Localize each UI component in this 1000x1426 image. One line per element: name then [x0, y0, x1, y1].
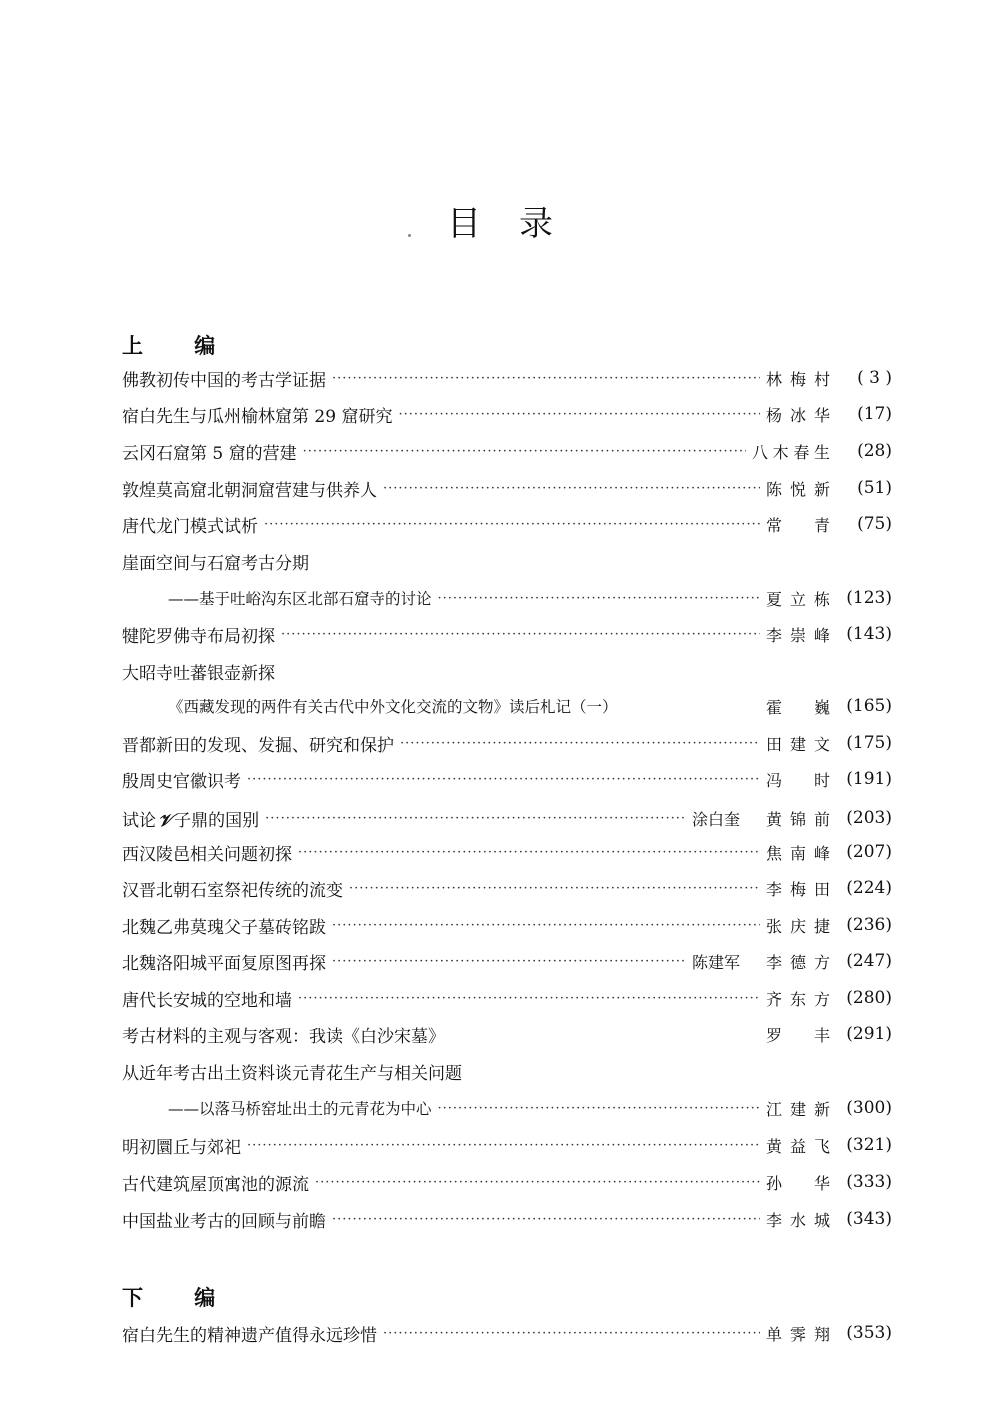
entry-title: [122, 806, 259, 831]
toc-entry[interactable]: [122, 1205, 892, 1233]
entry-title: 中国盐业考古的回顾与前瞻: [122, 1211, 326, 1232]
entry-author: 冯 时: [766, 770, 830, 790]
toc-entry[interactable]: [122, 729, 892, 757]
entry-title: 北魏乙弗莫瑰父子墓砖铭跋: [122, 917, 326, 938]
entry-page: (224): [846, 878, 892, 898]
entry-page: (123): [846, 588, 892, 608]
entry-page: (291): [846, 1024, 892, 1044]
entry-title: 北魏洛阳城平面复原图再探: [122, 953, 326, 974]
entry-coauthor: 陈建军: [691, 952, 740, 972]
entry-page: (300): [846, 1098, 892, 1118]
entry-author: 常 青: [766, 515, 830, 535]
entry-author: 李德方: [766, 952, 830, 972]
dot-leader: [332, 918, 760, 933]
entry-title: 从近年考古出土资料谈元青花生产与相关问题: [122, 1063, 462, 1084]
entry-coauthor: 涂白奎: [691, 809, 740, 829]
toc-entry-heading[interactable]: [122, 1057, 892, 1085]
toc-entry[interactable]: [122, 620, 892, 648]
dot-leader: [349, 881, 760, 896]
dot-leader: [315, 1175, 760, 1190]
toc-entry[interactable]: [122, 1319, 892, 1347]
entry-page: (28): [857, 441, 892, 461]
entry-author: 陈悦新: [766, 479, 830, 499]
entry-title: 宿白先生与瓜州榆林窟第 29 窟研究: [122, 406, 393, 427]
dot-leader: [298, 991, 760, 1006]
entry-author: 焦南峰: [766, 843, 830, 863]
entry-title: 唐代龙门模式试析: [122, 516, 258, 537]
entry-page: (191): [846, 769, 892, 789]
entry-title: 西汉陵邑相关问题初探: [122, 844, 292, 865]
page-title: 目录: [447, 204, 591, 244]
toc-entry[interactable]: [122, 804, 892, 832]
entry-page: (75): [857, 514, 892, 534]
dot-leader: [264, 517, 760, 532]
dot-leader: [400, 736, 760, 751]
dot-leader: [438, 1101, 760, 1116]
entry-title: 汉晋北朝石室祭祀传统的流变: [122, 880, 343, 901]
dot-leader: [332, 371, 760, 386]
toc-entry[interactable]: [122, 874, 892, 902]
entry-subtitle: ——基于吐峪沟东区北部石窟寺的讨论: [168, 590, 432, 608]
toc-entry-heading[interactable]: [122, 657, 892, 685]
stray-dot: [408, 234, 411, 237]
entry-author: 黄锦前: [766, 809, 830, 829]
entry-author: 霍 巍: [766, 697, 830, 717]
entry-title-suffix: 子鼎的国别: [174, 810, 260, 831]
entry-page: (353): [846, 1323, 892, 1343]
entry-author: 李梅田: [766, 879, 830, 899]
entry-title: 大昭寺吐蕃银壶新探: [122, 663, 275, 684]
toc-entry[interactable]: [122, 838, 892, 866]
entry-author: 黄益飞: [766, 1136, 830, 1156]
toc-entry[interactable]: [122, 1094, 892, 1122]
entry-page: (321): [846, 1135, 892, 1155]
dot-leader: [303, 444, 746, 459]
entry-author: 张庆捷: [766, 916, 830, 936]
entry-author: 单霁翔: [766, 1324, 830, 1344]
ancient-character-glyph: 𝒱: [158, 810, 173, 831]
toc-entry[interactable]: [122, 474, 892, 502]
toc-entry[interactable]: [122, 692, 892, 720]
entry-title: 明初圜丘与郊祀: [122, 1137, 241, 1158]
entry-author: 杨冰华: [766, 405, 830, 425]
entry-author: 田建文: [766, 734, 830, 754]
entry-title: 崖面空间与石窟考古分期: [122, 553, 309, 574]
entry-page: (175): [846, 733, 892, 753]
toc-entry[interactable]: [122, 1020, 892, 1048]
toc-entry[interactable]: [122, 437, 892, 465]
entry-page: (343): [846, 1209, 892, 1229]
entry-author: 罗 丰: [766, 1025, 830, 1045]
toc-entry[interactable]: [122, 400, 892, 428]
entry-subtitle: ——以落马桥窑址出土的元青花为中心: [168, 1100, 432, 1118]
entry-title: 古代建筑屋顶寓池的源流: [122, 1174, 309, 1195]
toc-entry[interactable]: [122, 984, 892, 1012]
entry-page: (203): [846, 808, 892, 828]
toc-entry[interactable]: [122, 1168, 892, 1196]
entry-title: 云冈石窟第 5 窟的营建: [122, 443, 297, 464]
entry-title: 晋都新田的发现、发掘、研究和保护: [122, 735, 394, 756]
dot-leader: [398, 407, 760, 422]
entry-author: 夏立栋: [766, 589, 830, 609]
dot-leader: [298, 845, 760, 860]
toc-entry[interactable]: [122, 765, 892, 793]
entry-title: 敦煌莫高窟北朝洞窟营建与供养人: [122, 480, 377, 501]
toc-entry[interactable]: [122, 364, 892, 392]
dot-leader: [281, 627, 760, 642]
dot-leader: [438, 591, 760, 606]
entry-page: (17): [857, 404, 892, 424]
toc-entry[interactable]: [122, 1131, 892, 1159]
section-heading-upper: 上 编: [122, 333, 238, 358]
dot-leader: [383, 1326, 760, 1341]
dot-leader: [247, 1138, 760, 1153]
entry-title: 犍陀罗佛寺布局初探: [122, 626, 275, 647]
entry-page: (247): [846, 951, 892, 971]
toc-entry[interactable]: [122, 584, 892, 612]
entry-subtitle: 《西藏发现的两件有关古代中外文化交流的文物》读后札记（一）: [168, 698, 618, 716]
entry-title: 殷周史官徽识考: [122, 771, 241, 792]
toc-entry[interactable]: [122, 911, 892, 939]
entry-author: 齐东方: [766, 989, 830, 1009]
dot-leader: [265, 811, 686, 826]
toc-entry[interactable]: [122, 510, 892, 538]
entry-title: 佛教初传中国的考古学证据: [122, 370, 326, 391]
entry-page: (207): [846, 842, 892, 862]
entry-title-prefix: 试论: [122, 810, 156, 831]
section-heading-lower: 下 编: [122, 1285, 238, 1310]
entry-title: 考古材料的主观与客观：我读《白沙宋墓》: [122, 1026, 445, 1047]
entry-page: ( 3 ): [857, 368, 892, 388]
entry-author: 李水城: [766, 1210, 830, 1230]
entry-author: 江建新: [766, 1099, 830, 1119]
entry-author: 孙 华: [766, 1173, 830, 1193]
dot-leader: [247, 772, 760, 787]
entry-title: 宿白先生的精神遗产值得永远珍惜: [122, 1325, 377, 1346]
entry-page: (165): [846, 696, 892, 716]
entry-page: (236): [846, 915, 892, 935]
entry-page: (143): [846, 624, 892, 644]
entry-page: (51): [857, 478, 892, 498]
toc-entry-heading[interactable]: [122, 547, 892, 575]
dot-leader: [383, 481, 760, 496]
entry-author: 八木春生: [752, 442, 830, 462]
entry-author: 林梅村: [766, 369, 830, 389]
dot-leader: [332, 954, 686, 969]
entry-page: (280): [846, 988, 892, 1008]
entry-page: (333): [846, 1172, 892, 1192]
toc-entry[interactable]: [122, 947, 892, 975]
entry-author: 李崇峰: [766, 625, 830, 645]
dot-leader: [332, 1212, 760, 1227]
entry-title: 唐代长安城的空地和墙: [122, 990, 292, 1011]
